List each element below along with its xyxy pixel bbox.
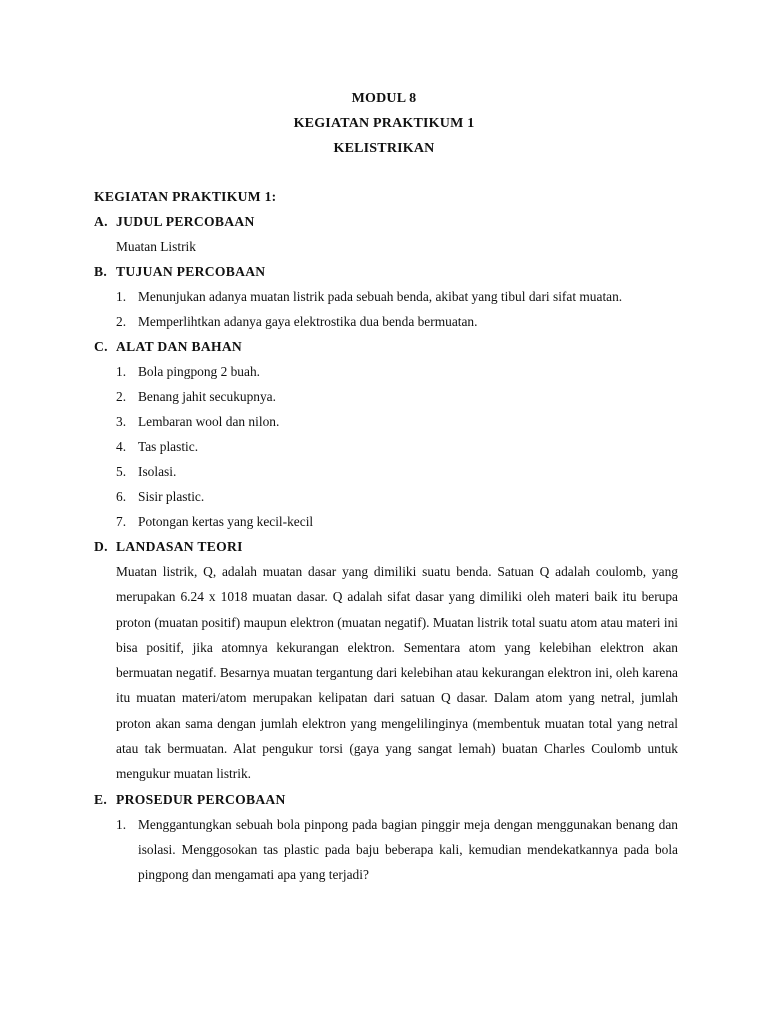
theory-paragraph: Muatan listrik, Q, adalah muatan dasar yang dimiliki suatu benda. Satuan Q adalah coulomb, yang merupakan 6.24 x 1018 muatan dasar. Q adalah sifat dasar yang dimiliki oleh materi baik itu berupa proton (muatan positif) maupun elektron (muatan negatif). Muatan listrik total suatu atom atau materi ini bisa positif, jika atomnya kekurangan elektron. Sementara atom yang kelebihan elektron akan bermuatan negatif. Besarnya muatan tergantung dari kelebihan atau kekurangan elektron ini, oleh karena itu muatan materi/atom merupakan kelipatan dari satuan Q dasar. Dalam atom yang netral, jumlah proton akan sama dengan jumlah elektron yang mengelilinginya (membentuk muatan total yang netral atau tak bermuatan. Alat pengukur torsi (gaya yang sangat lemah) buatan Charles Coulomb untuk mengukur muatan listrik. — [116, 564, 678, 782]
section-c-heading — [94, 334, 678, 359]
materials-list — [94, 359, 678, 534]
list-item — [116, 284, 678, 309]
list-item-text: Benang jahit secukupnya. — [138, 389, 276, 404]
list-number: 1. — [116, 289, 127, 304]
procedure-list — [94, 812, 678, 887]
practicum-title: KEGIATAN PRAKTIKUM 1 — [293, 116, 475, 131]
section-title: JUDUL PERCOBAAN — [116, 214, 255, 229]
list-item — [116, 384, 678, 409]
list-item-text: Bola pingpong 2 buah. — [138, 364, 260, 379]
list-item-text: Menunjukan adanya muatan listrik pada sebuah benda, akibat yang tibul dari sifat muatan. — [138, 289, 623, 304]
document-body — [94, 184, 678, 887]
practicum-heading: KEGIATAN PRAKTIKUM 1: — [94, 189, 277, 204]
list-item — [116, 509, 678, 534]
list-number: 1. — [116, 364, 127, 379]
section-title: ALAT DAN BAHAN — [116, 339, 243, 354]
section-title: LANDASAN TEORI — [116, 539, 243, 554]
section-letter: C. — [94, 339, 108, 354]
list-item — [116, 359, 678, 384]
list-item — [116, 812, 678, 887]
list-item — [116, 484, 678, 509]
list-number: 5. — [116, 464, 127, 479]
list-number: 7. — [116, 514, 127, 529]
experiment-title-text: Muatan Listrik — [116, 239, 196, 254]
list-item — [116, 409, 678, 434]
list-item-text: Isolasi. — [138, 464, 177, 479]
section-letter: E. — [94, 791, 108, 807]
list-item — [116, 309, 678, 334]
list-item-text: Sisir plastic. — [138, 489, 205, 504]
section-a-heading — [94, 209, 678, 234]
topic-title: KELISTRIKAN — [333, 141, 435, 156]
section-letter: D. — [94, 539, 108, 554]
list-item — [116, 434, 678, 459]
objectives-list — [94, 284, 678, 334]
section-title: PROSEDUR PERCOBAAN — [116, 791, 286, 807]
list-item-text: Lembaran wool dan nilon. — [138, 414, 280, 429]
list-item-text: Menggantungkan sebuah bola pinpong pada bagian pinggir meja dengan menggunakan benang dan isolasi. Menggosokan tas plastic pada baju beberapa kali, kemudian mendekatkannya pada bola pingpong dan mengamati apa yang terjadi? — [138, 816, 678, 882]
section-title: TUJUAN PERCOBAAN — [116, 264, 266, 279]
list-number: 2. — [116, 314, 127, 329]
list-number: 2. — [116, 389, 127, 404]
list-number: 3. — [116, 414, 127, 429]
section-letter: A. — [94, 214, 108, 229]
list-number: 6. — [116, 489, 127, 504]
section-b-heading — [94, 259, 678, 284]
section-d-heading — [94, 534, 678, 559]
section-letter: B. — [94, 264, 108, 279]
document-title-block — [0, 86, 768, 161]
list-item-text: Tas plastic. — [138, 439, 199, 454]
module-title: MODUL 8 — [351, 91, 417, 106]
list-item — [116, 459, 678, 484]
list-item-text: Potongan kertas yang kecil-kecil — [138, 514, 314, 529]
list-item-text: Memperlihtkan adanya gaya elektrostika dua benda bermuatan. — [138, 314, 478, 329]
section-e-heading — [94, 787, 678, 812]
list-number: 1. — [116, 816, 127, 832]
list-number: 4. — [116, 439, 127, 454]
